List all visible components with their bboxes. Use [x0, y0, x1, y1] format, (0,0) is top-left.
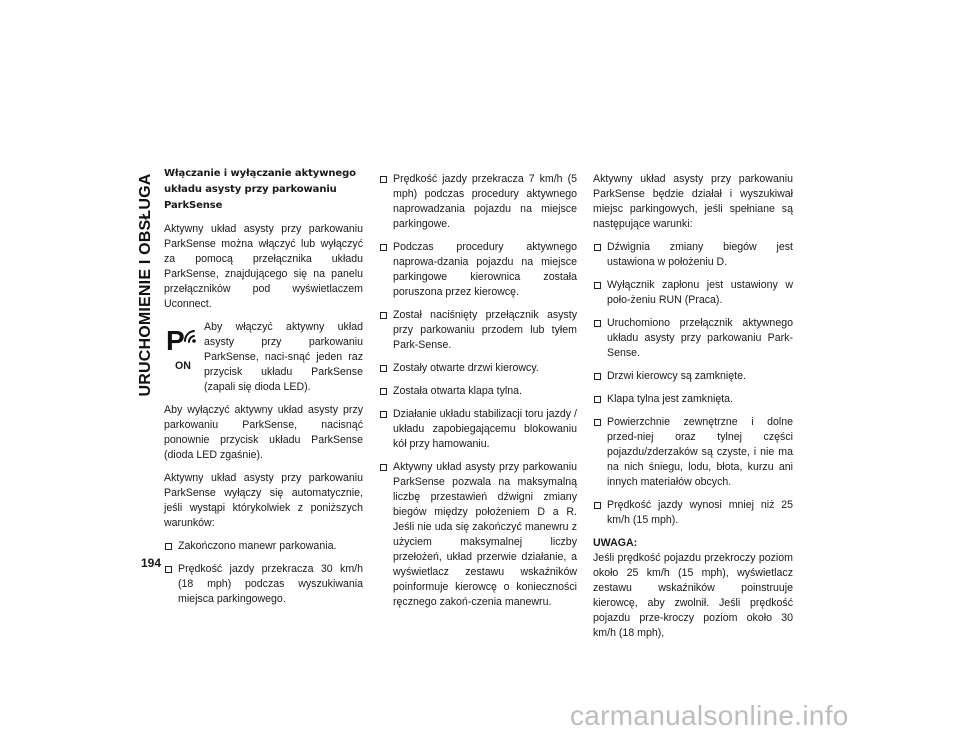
list-item: Wyłącznik zapłonu jest ustawiony w poło-żeniu RUN (Praca).: [593, 278, 793, 308]
list-item: Aktywny układ asysty przy parkowaniu ParkSense pozwala na maksymalną liczbę przestawień dźwigni zmiany biegów między położeniem D a R. Jeśli nie uda się zakończyć manewru z użyciem maksymalnej liczby przełożeń, układ przerwie działanie, a wyświetlacz zestawu wskaźników poinformuje kierowcę o konieczności ręcznego zakoń-czenia manewru.: [379, 460, 577, 610]
section-heading: Włączanie i wyłączanie aktywnego układu asysty przy parkowaniu ParkSense: [164, 168, 356, 211]
list-item: Została otwarta klapa tylna.: [379, 384, 577, 399]
note-text: Jeśli prędkość pojazdu przekroczy poziom około 25 km/h (15 mph), wyświetlacz zestawu wskaźników poinstruuje kierowcę, aby zwolnił. Jeśli prędkość pojazdu prze-kroczy poziom około 30 km/h (18 mph),: [593, 552, 793, 639]
list-item: Zakończono manewr parkowania.: [164, 539, 363, 554]
paragraph-intro: Aktywny układ asysty przy parkowaniu ParkSense można włączyć lub wyłączyć za pomocą przełącznika układu ParkSense, znajdującego się na panelu przełączników pod wyświetlaczem Uconnect.: [164, 223, 363, 310]
page-number: 194: [141, 556, 162, 570]
paragraph-disable: Aby wyłączyć aktywny układ asysty przy parkowaniu ParkSense, nacisnąć ponownie przycisk układu ParkSense (dioda LED zgaśnie).: [164, 404, 363, 461]
column-1: [164, 166, 363, 615]
icon-block: [164, 320, 363, 395]
list-item: Prędkość jazdy przekracza 30 km/h (18 mph) podczas wyszukiwania miejsca parkingowego.: [164, 562, 363, 607]
paragraph-conditions: Aktywny układ asysty przy parkowaniu ParkSense będzie działał i wyszukiwał miejsc parkingowych, jeśli spełniane są następujące warunki:: [593, 173, 793, 230]
side-tab: [133, 160, 159, 410]
list-item: Działanie układu stabilizacji toru jazdy / układu zapobiegającemu blokowaniu kół przy hamowaniu.: [379, 407, 577, 452]
list-item: Klapa tylna jest zamknięta.: [593, 392, 793, 407]
paragraph-auto-off: Aktywny układ asysty przy parkowaniu ParkSense wyłączy się automatycznie, jeśli wystąpi którykolwiek z poniższych warunków:: [164, 472, 363, 529]
list-item: Zostały otwarte drzwi kierowcy.: [379, 361, 577, 376]
svg-text:P: P: [166, 325, 185, 356]
list-item: Prędkość jazdy przekracza 7 km/h (5 mph) podczas procedury aktywnego naprowadzania pojazdu na miejsce parkingowe.: [379, 172, 577, 232]
icon-description: Aby włączyć aktywny układ asysty przy parkowaniu ParkSense, naci-snąć jeden raz przycisk układu ParkSense (zapali się dioda LED).: [204, 321, 363, 393]
side-tab-label: URUCHOMIENIE I OBSŁUGA: [137, 173, 154, 397]
column-2: [379, 172, 577, 618]
list-item: Drzwi kierowcy są zamknięte.: [593, 369, 793, 384]
list-item: Powierzchnie zewnętrzne i dolne przed-niej oraz tylnej części pojazdu/zderzaków są czyste, i nie ma na nich śniegu, lodu, błota, kurzu ani innych materiałów obcych.: [593, 415, 793, 490]
note-label: UWAGA:: [593, 537, 638, 549]
list-item: Został naciśnięty przełącznik asysty przy parkowaniu przodem lub tyłem Park-Sense.: [379, 308, 577, 353]
column-3: [593, 172, 793, 641]
list-item: Uruchomiono przełącznik aktywnego układu asysty przy parkowaniu Park-Sense.: [593, 316, 793, 361]
list-item: Podczas procedury aktywnego naprowa-dzania pojazdu na miejsce parkingowe kierownica została poruszona przez kierowcę.: [379, 240, 577, 300]
parksense-p-icon: [166, 323, 200, 375]
parksense-on-label: ON: [175, 360, 191, 372]
watermark: carmanualsonline.info: [570, 700, 849, 731]
list-item: Prędkość jazdy wynosi mniej niż 25 km/h (15 mph).: [593, 498, 793, 528]
list-item: Dźwignia zmiany biegów jest ustawiona w położeniu D.: [593, 240, 793, 270]
